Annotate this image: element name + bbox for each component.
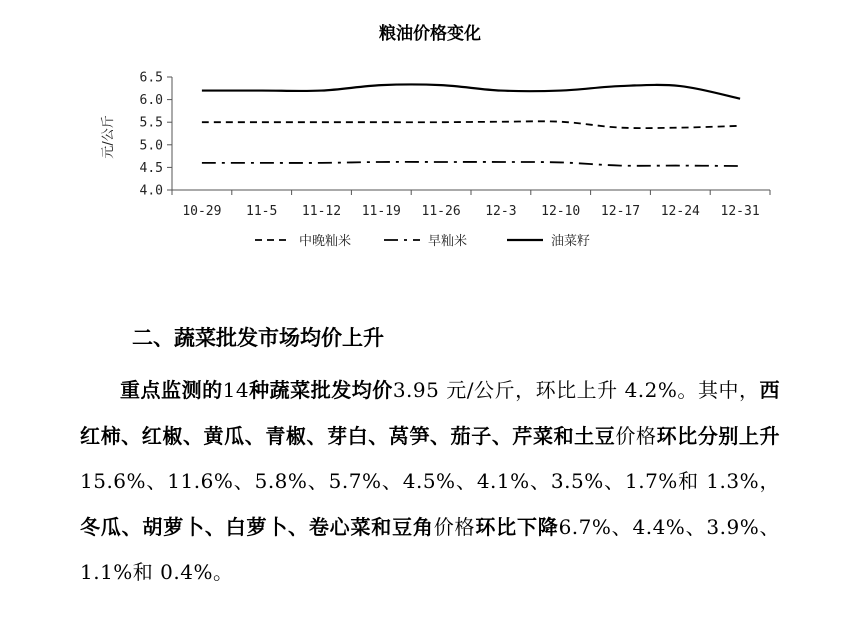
chart-title: 粮油价格变化 — [379, 24, 481, 44]
para-seg-7: 环比分别上升 — [656, 423, 781, 448]
price-line-chart — [0, 0, 860, 265]
para-seg-5: 西红柿、红椒、黄瓜、青椒、芽白、莴笋、茄子、芹菜和土豆 — [80, 378, 781, 448]
x-tick-label: 12-3 — [485, 204, 517, 219]
para-seg-3: 种蔬菜批发均价 — [249, 378, 393, 402]
para-seg-2: 14 — [222, 378, 250, 402]
series-layer — [202, 84, 740, 166]
y-tick-label: 5.0 — [139, 138, 163, 154]
body-paragraph — [80, 368, 780, 596]
x-tick-label: 12-31 — [720, 204, 760, 219]
x-tick-label: 11-12 — [301, 204, 342, 219]
series-line-0 — [202, 121, 740, 128]
x-tick-label: 11-19 — [361, 204, 401, 219]
y-tick-label: 6.0 — [139, 93, 163, 109]
x-tick-label: 12-24 — [660, 204, 700, 219]
y-axis-label: 元/公斤 — [101, 115, 116, 159]
x-tick-label: 11-26 — [421, 204, 461, 219]
para-seg-8: 15.6%、11.6%、5.8%、5.7%、4.5%、4.1%、3.5%、1.7%和 1.3%， — [80, 469, 780, 493]
y-tick-label: 6.5 — [139, 70, 163, 86]
legend — [255, 233, 590, 249]
section-heading: 二、蔬菜批发市场均价上升 — [132, 326, 384, 350]
y-tick-label: 4.0 — [139, 183, 163, 199]
series-line-2 — [202, 84, 740, 98]
para-seg-1: 重点监测的 — [120, 378, 223, 402]
para-seg-4: 3.95 元/公斤，环比上升 4.2%。其中， — [392, 378, 760, 402]
x-tick-label: 11-5 — [246, 204, 278, 219]
para-seg-10: 价格 — [433, 514, 476, 539]
legend-label-1: 早籼米 — [428, 234, 468, 249]
legend-label-0: 中晚籼米 — [299, 234, 352, 249]
y-tick-label: 5.5 — [139, 115, 163, 131]
y-tick-label: 4.5 — [139, 160, 163, 176]
para-seg-12: 6.7%、4.4%、3.9%、1.1%和 0.4%。 — [80, 514, 781, 584]
para-seg-6: 价格 — [615, 423, 657, 448]
x-tick-label: 12-10 — [541, 204, 581, 219]
series-line-1 — [202, 162, 740, 166]
para-seg-9: 冬瓜、胡萝卜、白萝卜、卷心菜和豆角 — [80, 514, 434, 539]
x-tick-label: 12-17 — [600, 204, 641, 219]
legend-label-2: 油菜籽 — [551, 234, 591, 249]
para-seg-11: 环比下降 — [475, 514, 559, 539]
axes — [140, 71, 770, 220]
x-tick-label: 10-29 — [182, 204, 222, 219]
